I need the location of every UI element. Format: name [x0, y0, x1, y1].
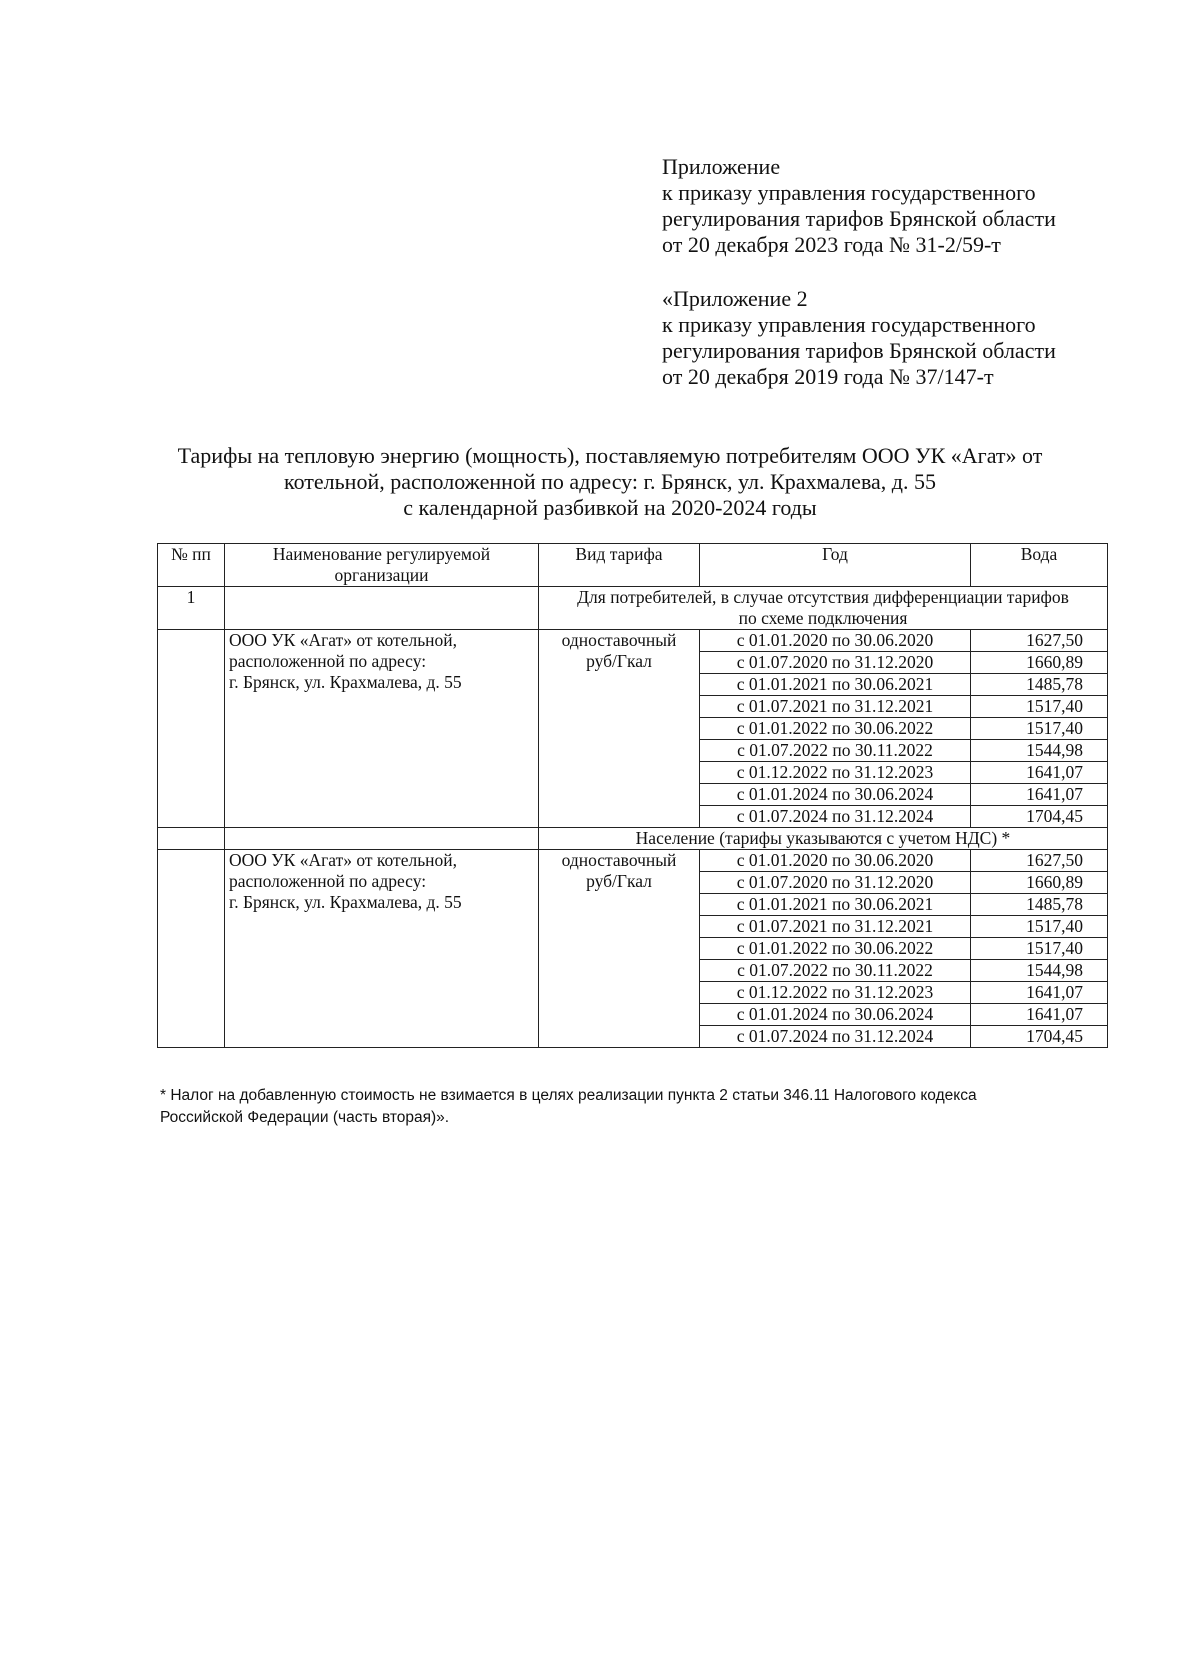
- water-tariff-cell: 1517,40: [971, 938, 1108, 960]
- water-tariff-cell: 1544,98: [971, 960, 1108, 982]
- water-tariff-cell: 1485,78: [971, 894, 1108, 916]
- section-1-heading-row: [158, 587, 1108, 630]
- period-cell: с 01.01.2020 по 30.06.2020: [700, 850, 971, 872]
- appendix-line: Приложение: [662, 154, 781, 179]
- section-heading-line: Для потребителей, в случае отсутствия дифференциации тарифов: [577, 587, 1069, 607]
- empty-cell: [225, 828, 539, 850]
- period-cell: с 01.01.2024 по 30.06.2024: [700, 1004, 971, 1026]
- organization-line: г. Брянск, ул. Крахмалева, д. 55: [229, 672, 462, 692]
- row-number: 1: [158, 587, 225, 630]
- period-cell: с 01.12.2022 по 31.12.2023: [700, 982, 971, 1004]
- water-tariff-cell: 1485,78: [971, 674, 1108, 696]
- appendix-line: к приказу управления государственного: [662, 312, 1036, 337]
- tariff-type-line: одноставочный: [561, 850, 677, 870]
- title-line: с календарной разбивкой на 2020-2024 годы: [403, 495, 817, 520]
- period-cell: с 01.01.2022 по 30.06.2022: [700, 718, 971, 740]
- organization-line: расположенной по адресу:: [229, 871, 427, 891]
- header-organization-line: организации: [334, 565, 429, 585]
- water-tariff-cell: 1627,50: [971, 850, 1108, 872]
- period-cell: с 01.01.2020 по 30.06.2020: [700, 630, 971, 652]
- period-cell: с 01.07.2024 по 31.12.2024: [700, 1026, 971, 1048]
- water-tariff-cell: 1704,45: [971, 1026, 1108, 1048]
- table-row: [158, 630, 1108, 652]
- period-cell: с 01.07.2021 по 31.12.2021: [700, 696, 971, 718]
- section-2-heading-row: [158, 828, 1108, 850]
- header-water: Вода: [971, 544, 1108, 587]
- appendix-line: «Приложение 2: [662, 286, 808, 311]
- empty-cell: [158, 850, 225, 1048]
- appendix-line: к приказу управления государственного: [662, 180, 1036, 205]
- period-cell: с 01.07.2024 по 31.12.2024: [700, 806, 971, 828]
- header-organization-line: Наименование регулируемой: [272, 544, 491, 564]
- appendix-note-current: [662, 154, 1056, 258]
- water-tariff-cell: 1517,40: [971, 696, 1108, 718]
- header-num: № пп: [158, 544, 225, 587]
- water-tariff-cell: 1641,07: [971, 1004, 1108, 1026]
- table-row: [158, 850, 1108, 872]
- header-year: Год: [700, 544, 971, 587]
- period-cell: с 01.07.2022 по 30.11.2022: [700, 960, 971, 982]
- water-tariff-cell: 1517,40: [971, 718, 1108, 740]
- period-cell: с 01.07.2020 по 31.12.2020: [700, 652, 971, 674]
- tariff-type-line: одноставочный: [561, 630, 677, 650]
- water-tariff-cell: 1660,89: [971, 872, 1108, 894]
- water-tariff-cell: 1660,89: [971, 652, 1108, 674]
- water-tariff-cell: 1704,45: [971, 806, 1108, 828]
- table-header-row: [158, 544, 1108, 587]
- period-cell: с 01.01.2022 по 30.06.2022: [700, 938, 971, 960]
- water-tariff-cell: 1641,07: [971, 784, 1108, 806]
- footnote: [160, 1085, 1095, 1129]
- water-tariff-cell: 1627,50: [971, 630, 1108, 652]
- period-cell: с 01.01.2021 по 30.06.2021: [700, 674, 971, 696]
- title-line: котельной, расположенной по адресу: г. Брянск, ул. Крахмалева, д. 55: [284, 469, 936, 494]
- water-tariff-cell: 1641,07: [971, 982, 1108, 1004]
- tariff-type: [539, 850, 700, 1048]
- header-tariff-type: Вид тарифа: [539, 544, 700, 587]
- tariffs-table: [157, 543, 1108, 1048]
- footnote-line: Российской Федерации (часть вторая)».: [160, 1109, 450, 1126]
- tariff-type-line: руб/Гкал: [586, 871, 652, 891]
- water-tariff-cell: 1641,07: [971, 762, 1108, 784]
- section-heading-line: по схеме подключения: [738, 608, 908, 628]
- period-cell: с 01.01.2021 по 30.06.2021: [700, 894, 971, 916]
- water-tariff-cell: 1544,98: [971, 740, 1108, 762]
- tariff-type: [539, 630, 700, 828]
- appendix-note-original: [662, 286, 1056, 390]
- period-cell: с 01.07.2021 по 31.12.2021: [700, 916, 971, 938]
- appendix-line: от 20 декабря 2019 года № 37/147-т: [662, 364, 994, 389]
- section-1-heading: [539, 587, 1108, 630]
- period-cell: с 01.12.2022 по 31.12.2023: [700, 762, 971, 784]
- empty-cell: [158, 630, 225, 828]
- organization-line: ООО УК «Агат» от котельной,: [229, 630, 458, 650]
- tariff-type-line: руб/Гкал: [586, 651, 652, 671]
- organization-line: ООО УК «Агат» от котельной,: [229, 850, 458, 870]
- period-cell: с 01.07.2022 по 30.11.2022: [700, 740, 971, 762]
- appendix-line: от 20 декабря 2023 года № 31-2/59-т: [662, 232, 1001, 257]
- document-title: [130, 443, 1090, 521]
- footnote-line: * Налог на добавленную стоимость не взимается в целях реализации пункта 2 статьи 346.11 Налогового кодекса: [160, 1087, 977, 1104]
- organization-name: [225, 630, 539, 828]
- organization-line: г. Брянск, ул. Крахмалева, д. 55: [229, 892, 462, 912]
- empty-cell: [158, 828, 225, 850]
- appendix-line: регулирования тарифов Брянской области: [662, 338, 1056, 363]
- period-cell: с 01.01.2024 по 30.06.2024: [700, 784, 971, 806]
- section-2-heading: Население (тарифы указываются с учетом НДС) *: [539, 828, 1108, 850]
- period-cell: с 01.07.2020 по 31.12.2020: [700, 872, 971, 894]
- empty-cell: [225, 587, 539, 630]
- title-line: Тарифы на тепловую энергию (мощность), поставляемую потребителям ООО УК «Агат» от: [177, 443, 1043, 468]
- header-organization: [225, 544, 539, 587]
- appendix-line: регулирования тарифов Брянской области: [662, 206, 1056, 231]
- organization-name: [225, 850, 539, 1048]
- organization-line: расположенной по адресу:: [229, 651, 427, 671]
- water-tariff-cell: 1517,40: [971, 916, 1108, 938]
